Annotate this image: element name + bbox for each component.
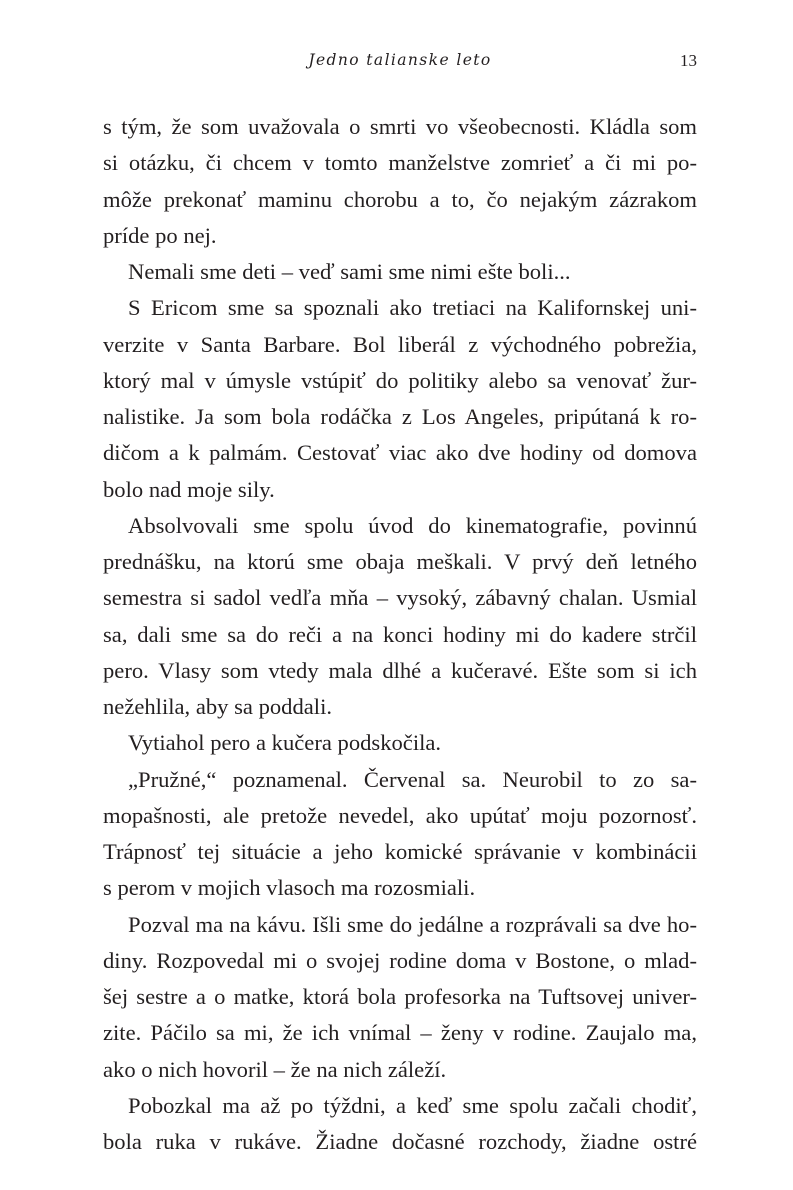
text-line: sa, dali sme sa do reči a na konci hodiny mi do kadere strčil xyxy=(103,621,697,647)
text-line: bolo nad moje sily. xyxy=(103,476,275,502)
text-line: diny. Rozpovedal mi o svojej rodine doma v Bostone, o mlad- xyxy=(103,947,697,973)
text-line: semestra si sadol vedľa mňa – vysoký, zábavný chalan. Usmial xyxy=(103,585,697,611)
text-line: s perom v mojich vlasoch ma rozosmiali. xyxy=(103,875,476,901)
text-line: ako o nich hovoril – že na nich záleží. xyxy=(103,1056,447,1082)
text-line: zite. Páčilo sa mi, že ich vnímal – ženy v rodine. Zaujalo ma, xyxy=(103,1020,697,1046)
text-line: šej sestre a o matke, ktorá bola profesorka na Tuftsovej univer- xyxy=(103,984,697,1009)
text-line: dičom a k palmám. Cestovať viac ako dve hodiny od domova xyxy=(103,440,697,466)
text-line: pero. Vlasy som vtedy mala dlhé a kučeravé. Ešte som si ich xyxy=(103,657,697,683)
text-line: mopašnosti, ale pretože nevedel, ako upútať moju pozornosť. xyxy=(103,802,697,828)
text-line: môže prekonať maminu chorobu a to, čo nejakým zázrakom xyxy=(103,186,697,212)
text-line: bola ruka v rukáve. Žiadne dočasné rozchody, žiadne ostré xyxy=(103,1129,697,1154)
running-title: Jedno talianske leto xyxy=(308,51,492,69)
text-line: Trápnosť tej situácie a jeho komické správanie v kombinácii xyxy=(103,839,697,864)
page-number: 13 xyxy=(680,51,697,70)
text-line: verzite v Santa Barbare. Bol liberál z východného pobrežia, xyxy=(103,331,697,357)
text-line: s tým, že som uvažovala o smrti vo všeobecnosti. Kládla som xyxy=(103,114,697,139)
text-line: S Ericom sme sa spoznali ako tretiaci na Kalifornskej uni- xyxy=(128,295,697,321)
running-header xyxy=(103,51,697,75)
text-line: príde po nej. xyxy=(103,222,217,248)
text-line: Vytiahol pero a kučera podskočila. xyxy=(128,730,442,756)
text-line: si otázku, či chcem v tomto manželstve zomrieť a či mi po- xyxy=(103,150,697,176)
text-line: „Pružné,“ poznamenal. Červenal sa. Neurobil to zo sa- xyxy=(128,766,697,792)
text-line: Absolvovali sme spolu úvod do kinematografie, povinnú xyxy=(128,512,697,538)
body-text xyxy=(103,109,697,1160)
text-line: prednášku, na ktorú sme obaja meškali. V prvý deň letného xyxy=(103,549,697,574)
text-line: Pobozkal ma až po týždni, a keď sme spolu začali chodiť, xyxy=(128,1092,697,1118)
text-line: Pozval ma na kávu. Išli sme do jedálne a rozprávali sa dve ho- xyxy=(128,911,697,937)
text-line: Nemali sme deti – veď sami sme nimi ešte boli... xyxy=(128,259,571,284)
text-line: nežehlila, aby sa poddali. xyxy=(103,694,332,719)
text-line: ktorý mal v úmysle vstúpiť do politiky alebo sa venovať žur- xyxy=(103,367,697,393)
text-line: nalistike. Ja som bola rodáčka z Los Angeles, pripútaná k ro- xyxy=(103,404,697,429)
